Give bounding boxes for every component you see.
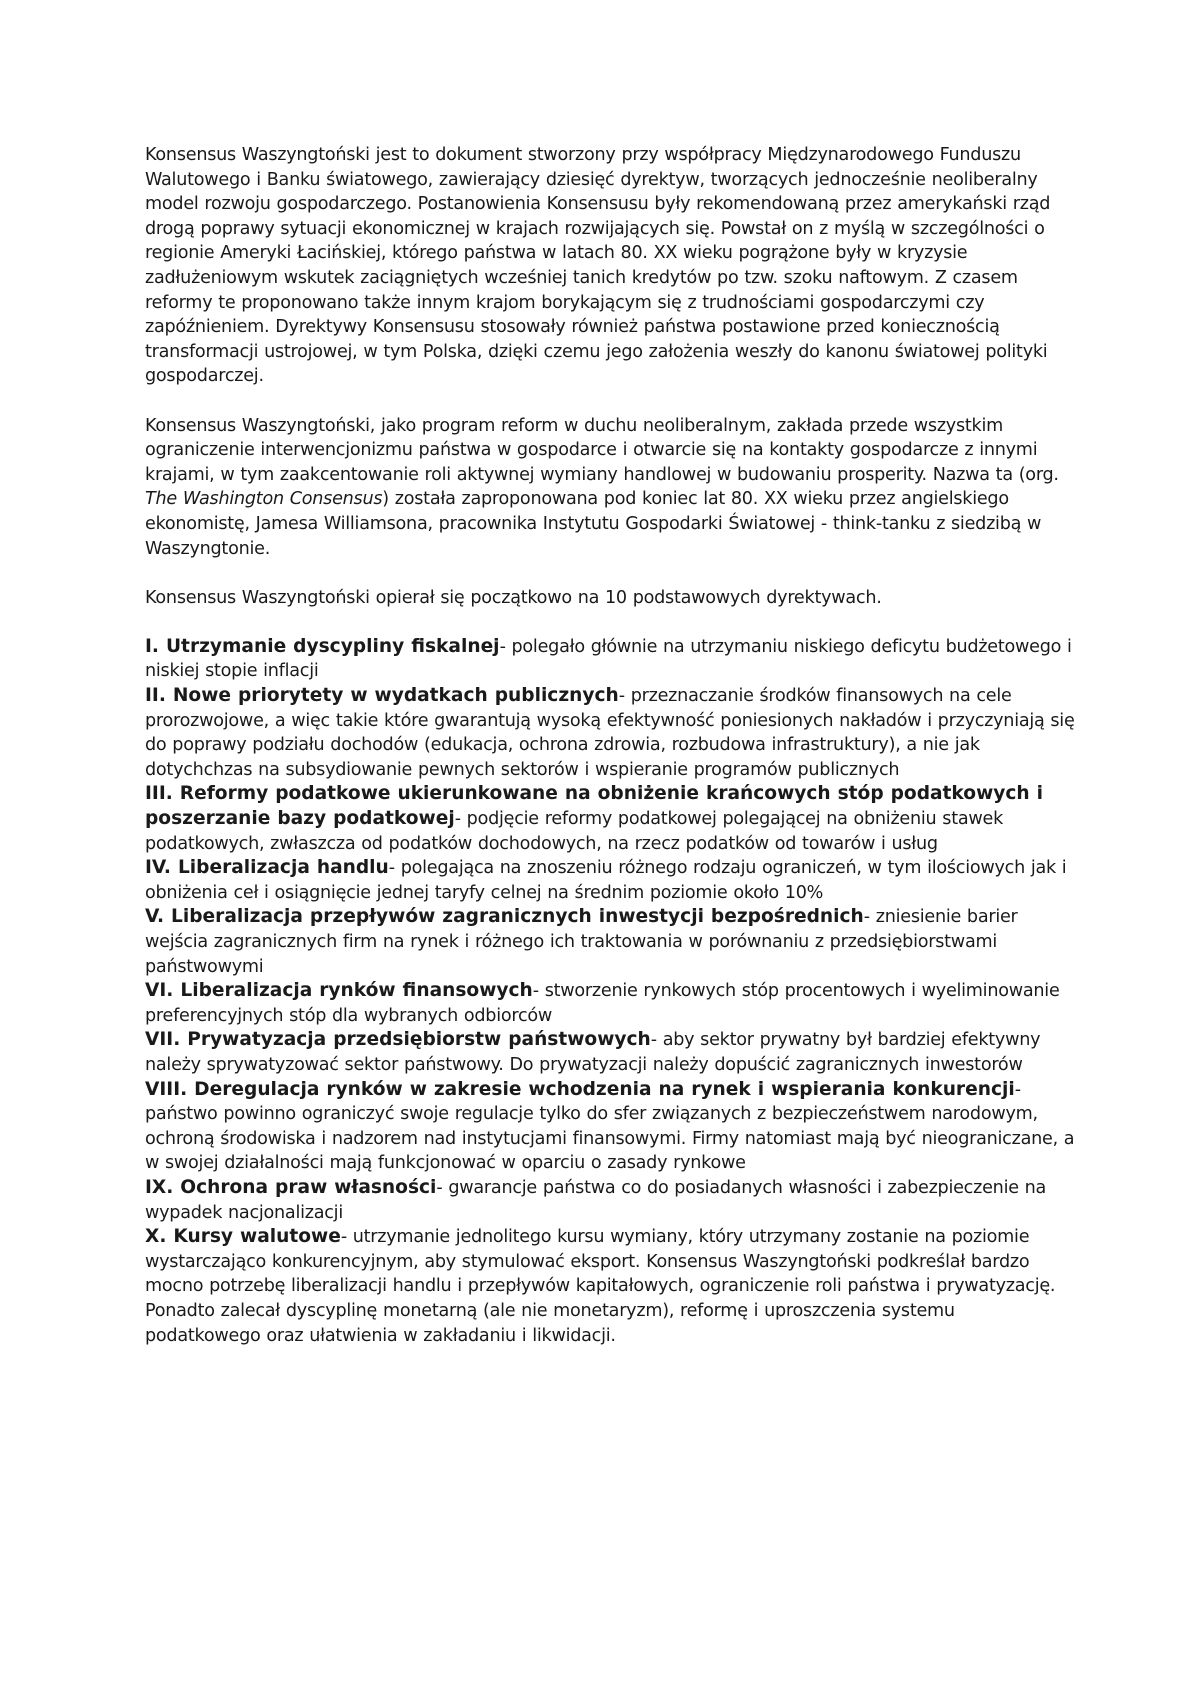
directive-title: IX. Ochrona praw własności [145,1176,437,1198]
directive-text: - utrzymanie jednolitego kursu wymiany, który utrzymany zostanie na poziomie wystarczająco konkurencyjnym, aby stymulować eksport. Konsensus Waszyngtoński podkreślał bardzo mocno potrzebę liberalizacji handlu i przepływów kapitałowych, ograniczenie roli państwa i prywatyzację. Ponadto zalecał dyscyplinę monetarną (ale nie monetaryzm), reformę i uproszczenia systemu podatkowego oraz ułatwienia w zakładaniu i likwidacji. [145,1227,1056,1346]
directive-text: - stworzenie rynkowych stóp procentowych i wyeliminowanie preferencyjnych stóp dla wybranych odbiorców [145,981,1060,1026]
directive-text: - przeznaczanie środków finansowych na cele prorozwojowe, a więc takie które gwarantują wysoką efektywność poniesionych nakładów i przyczyniają się do poprawy podziału dochodów (edukacja, ochrona zdrowia, rozbudowa infrastruktury), a nie jak dotychchzas na subsydiowanie pewnych sektorów i wspieranie programów publicznych [145,686,1075,780]
directive-item-8 [145,1078,1075,1176]
intro-paragraph: Konsensus Waszyngtoński jest to dokument stworzony przy współpracy Międzynarodowego Funduszu Walutowego i Banku światowego, zawierający dziesięć dyrektyw, tworzących jednocześnie neoliberalny model rozwoju gospodarczego. Postanowienia Konsensusu były rekomendowaną przez amerykański rząd drogą poprawy sytuacji ekonomicznej w krajach rozwijających się. Powstał on z myślą w szczególności o regionie Ameryki Łacińskiej, którego państwa w latach 80. XX wieku pogrążone były w kryzysie zadłużeniowym wskutek zaciągniętych wcześniej tanich kredytów po tzw. szoku naftowym. Z czasem reformy te proponowano także innym krajom borykającym się z trudnościami gospodarczymi czy zapóźnieniem. Dyrektywy Konsensusu stosowały również państwa postawione przed koniecznością transformacji ustrojowej, w tym Polska, dzięki czemu jego założenia weszły do kanonu światowej polityki gospodarczej. [145,145,1051,387]
directive-text: - aby sektor prywatny był bardziej efektywny należy sprywatyzować sektor państwowy. Do prywatyzacji należy dopuścić zagranicznych inwestorów [145,1030,1041,1075]
document-page [145,143,1075,1348]
directive-item-4 [145,856,1075,905]
name-origin-text-end: ) została zaproponowana pod koniec lat 80. XX wieku przez angielskiego ekonomistę, Jamesa Williamsona, pracownika Instytutu Gospodarki Światowej - think-tanku z siedzibą w Waszyngtonie. [145,489,1042,559]
directive-text: - podjęcie reformy podatkowej polegającej na obniżeniu stawek podatkowych, zwłaszcza od podatków dochodowych, na rzecz podatków od towarów i usług [145,809,1004,854]
directive-text: - gwarancje państwa co do posiadanych własności i zabezpieczenie na wypadek nacjonalizacji [145,1177,1047,1223]
directive-title: I. Utrzymanie dyscypliny fiskalnej [145,635,500,657]
name-origin-paragraph [145,414,1075,562]
directive-title: II. Nowe priorytety w wydatkach publicznych [145,685,619,707]
directive-text: - państwo powinno ograniczyć swoje regulacje tylko do sfer związanych z bezpieczeństwem narodowym, ochroną środowiska i nadzorem nad instytucjami finansowymi. Firmy natomiast mają być nieograniczane, a w swojej działalności mają funkcjonować w oparciu o zasady rynkowe [145,1079,1075,1174]
directive-item-10 [145,1225,1075,1348]
directive-text: - polegająca na znoszeniu różnego rodzaju ograniczeń, w tym ilościowych jak i obniżenia ceł i osiągnięcie jednej taryfy celnej na średnim poziomie około 10% [145,858,1067,903]
directive-text: - polegało głównie na utrzymaniu niskiego deficytu budżetowego i niskiej stopie inflacji [145,636,1072,682]
directive-title: VII. Prywatyzacja przedsiębiorstw państwowych [145,1029,651,1051]
directive-title: IV. Liberalizacja handlu [145,857,389,879]
directive-item-1 [145,635,1075,684]
directive-item-5 [145,905,1075,979]
washington-consensus-italic: The Washington Consensus [145,489,383,510]
directive-item-6 [145,979,1075,1028]
directive-text: - zniesienie barier wejścia zagranicznych firm na rynek i różnego ich traktowania w porównaniu z przedsiębiorstwami państwowymi [145,907,1018,977]
directive-title: V. Liberalizacja przepływów zagranicznych inwestycji bezpośrednich [145,906,864,928]
directive-title: X. Kursy walutowe [145,1226,341,1248]
directive-item-3 [145,782,1075,856]
directive-item-2 [145,684,1075,782]
directives-intro-paragraph: Konsensus Waszyngtoński opierał się początkowo na 10 podstawowych dyrektywach. [145,587,882,608]
directive-item-7 [145,1028,1075,1077]
directive-title: VIII. Deregulacja rynków w zakresie wchodzenia na rynek i wspierania konkurencji [145,1078,1015,1100]
directive-title: VI. Liberalizacja rynków finansowych [145,980,533,1002]
name-origin-text-start: Konsensus Waszyngtoński, jako program reform w duchu neoliberalnym, zakłada przede wszystkim ograniczenie interwencjonizmu państwa w gospodarce i otwarcie się na kontakty gospodarcze z innymi krajami, w tym zaakcentowanie roli aktywnej wymiany handlowej w budowaniu prosperity. Nazwa ta (org. [145,415,1059,485]
directive-item-9 [145,1176,1075,1225]
directives-list [145,635,1075,1348]
directive-title: III. Reformy podatkowe ukierunkowane na obniżenie krańcowych stóp podatkowych i poszerzanie bazy podatkowej [145,783,1043,830]
